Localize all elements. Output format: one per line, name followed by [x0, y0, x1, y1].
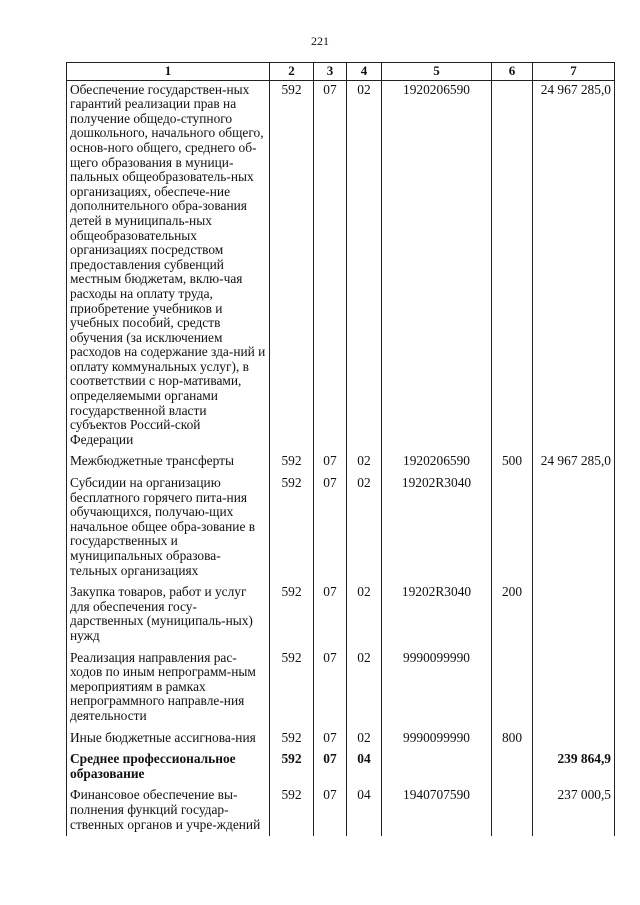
row-name: Закупка товаров, работ и услуг для обеспечения госу-дарственных (муниципаль-ных) нужд [67, 583, 270, 648]
table-row [67, 649, 615, 729]
row-section: 07 [314, 750, 347, 786]
row-subsection: 02 [347, 729, 382, 751]
row-amount [533, 649, 615, 729]
row-target [382, 750, 492, 786]
row-subsection: 04 [347, 750, 382, 786]
row-subsection: 02 [347, 452, 382, 474]
row-code: 592 [270, 80, 314, 452]
row-expense-type: 800 [492, 729, 533, 751]
table-row-section-total [67, 750, 615, 786]
row-code: 592 [270, 649, 314, 729]
table-row [67, 729, 615, 751]
row-section: 07 [314, 80, 347, 452]
row-target: 1940707590 [382, 786, 492, 836]
page-number: 221 [311, 34, 329, 48]
column-header-7: 7 [533, 63, 615, 81]
budget-table [66, 62, 615, 836]
row-amount: 24 967 285,0 [533, 452, 615, 474]
row-name: Реализация направления рас-ходов по иным непрограмм-ным мероприятиям в рамках непрограммного направле-ния деятельности [67, 649, 270, 729]
row-section: 07 [314, 649, 347, 729]
row-name: Межбюджетные трансферты [67, 452, 270, 474]
column-header-4: 4 [347, 63, 382, 81]
table-row [67, 786, 615, 836]
row-subsection: 02 [347, 474, 382, 583]
row-expense-type: 500 [492, 452, 533, 474]
row-target: 19202R3040 [382, 474, 492, 583]
row-code: 592 [270, 474, 314, 583]
row-section: 07 [314, 452, 347, 474]
table-row [67, 80, 615, 452]
row-code: 592 [270, 583, 314, 648]
row-target: 9990099990 [382, 729, 492, 751]
table-header-row [67, 63, 615, 81]
row-expense-type [492, 750, 533, 786]
row-amount [533, 583, 615, 648]
row-subsection: 04 [347, 786, 382, 836]
row-section: 07 [314, 583, 347, 648]
row-subsection: 02 [347, 583, 382, 648]
row-section: 07 [314, 474, 347, 583]
row-expense-type [492, 649, 533, 729]
row-name: Обеспечение государствен-ных гарантий реализации прав на получение общедо-ступного дошкольного, начального общего, основ-ного общего, среднего об-щего образования в муници-пальных общеобразователь-ных организациях, обеспече-ние дополнительного обра-зования детей в муниципаль-ных общеобразовательных организациях посредством предоставления субвенций местным бюджетам, вклю-чая расходы на оплату труда, приобретение учебников и учебных пособий, средств обучения (за исключением расходов на содержание зда-ний и оплату коммунальных услуг), в соответствии с нор-мативами, определяемыми органами государственной власти субъектов Россий-ской Федерации [67, 80, 270, 452]
row-expense-type [492, 474, 533, 583]
table-row [67, 452, 615, 474]
column-header-3: 3 [314, 63, 347, 81]
row-amount: 237 000,5 [533, 786, 615, 836]
row-expense-type: 200 [492, 583, 533, 648]
row-amount [533, 474, 615, 583]
row-target: 19202R3040 [382, 583, 492, 648]
column-header-6: 6 [492, 63, 533, 81]
column-header-2: 2 [270, 63, 314, 81]
table-row [67, 583, 615, 648]
row-section: 07 [314, 786, 347, 836]
row-name: Субсидии на организацию бесплатного горячего пита-ния обучающихся, получаю-щих начальное общее обра-зование в государственных и муниципальных образова-тельных организациях [67, 474, 270, 583]
row-expense-type [492, 80, 533, 452]
table-row [67, 474, 615, 583]
row-name: Финансовое обеспечение вы-полнения функций государ-ственных органов и учре-ждений [67, 786, 270, 836]
row-code: 592 [270, 786, 314, 836]
row-expense-type [492, 786, 533, 836]
row-target: 1920206590 [382, 452, 492, 474]
row-name: Среднее профессиональное образование [67, 750, 270, 786]
row-amount: 24 967 285,0 [533, 80, 615, 452]
row-name: Иные бюджетные ассигнова-ния [67, 729, 270, 751]
row-code: 592 [270, 452, 314, 474]
column-header-5: 5 [382, 63, 492, 81]
row-subsection: 02 [347, 80, 382, 452]
row-code: 592 [270, 729, 314, 751]
row-target: 9990099990 [382, 649, 492, 729]
row-code: 592 [270, 750, 314, 786]
row-amount [533, 729, 615, 751]
row-subsection: 02 [347, 649, 382, 729]
column-header-1: 1 [67, 63, 270, 81]
row-target: 1920206590 [382, 80, 492, 452]
row-amount: 239 864,9 [533, 750, 615, 786]
row-section: 07 [314, 729, 347, 751]
